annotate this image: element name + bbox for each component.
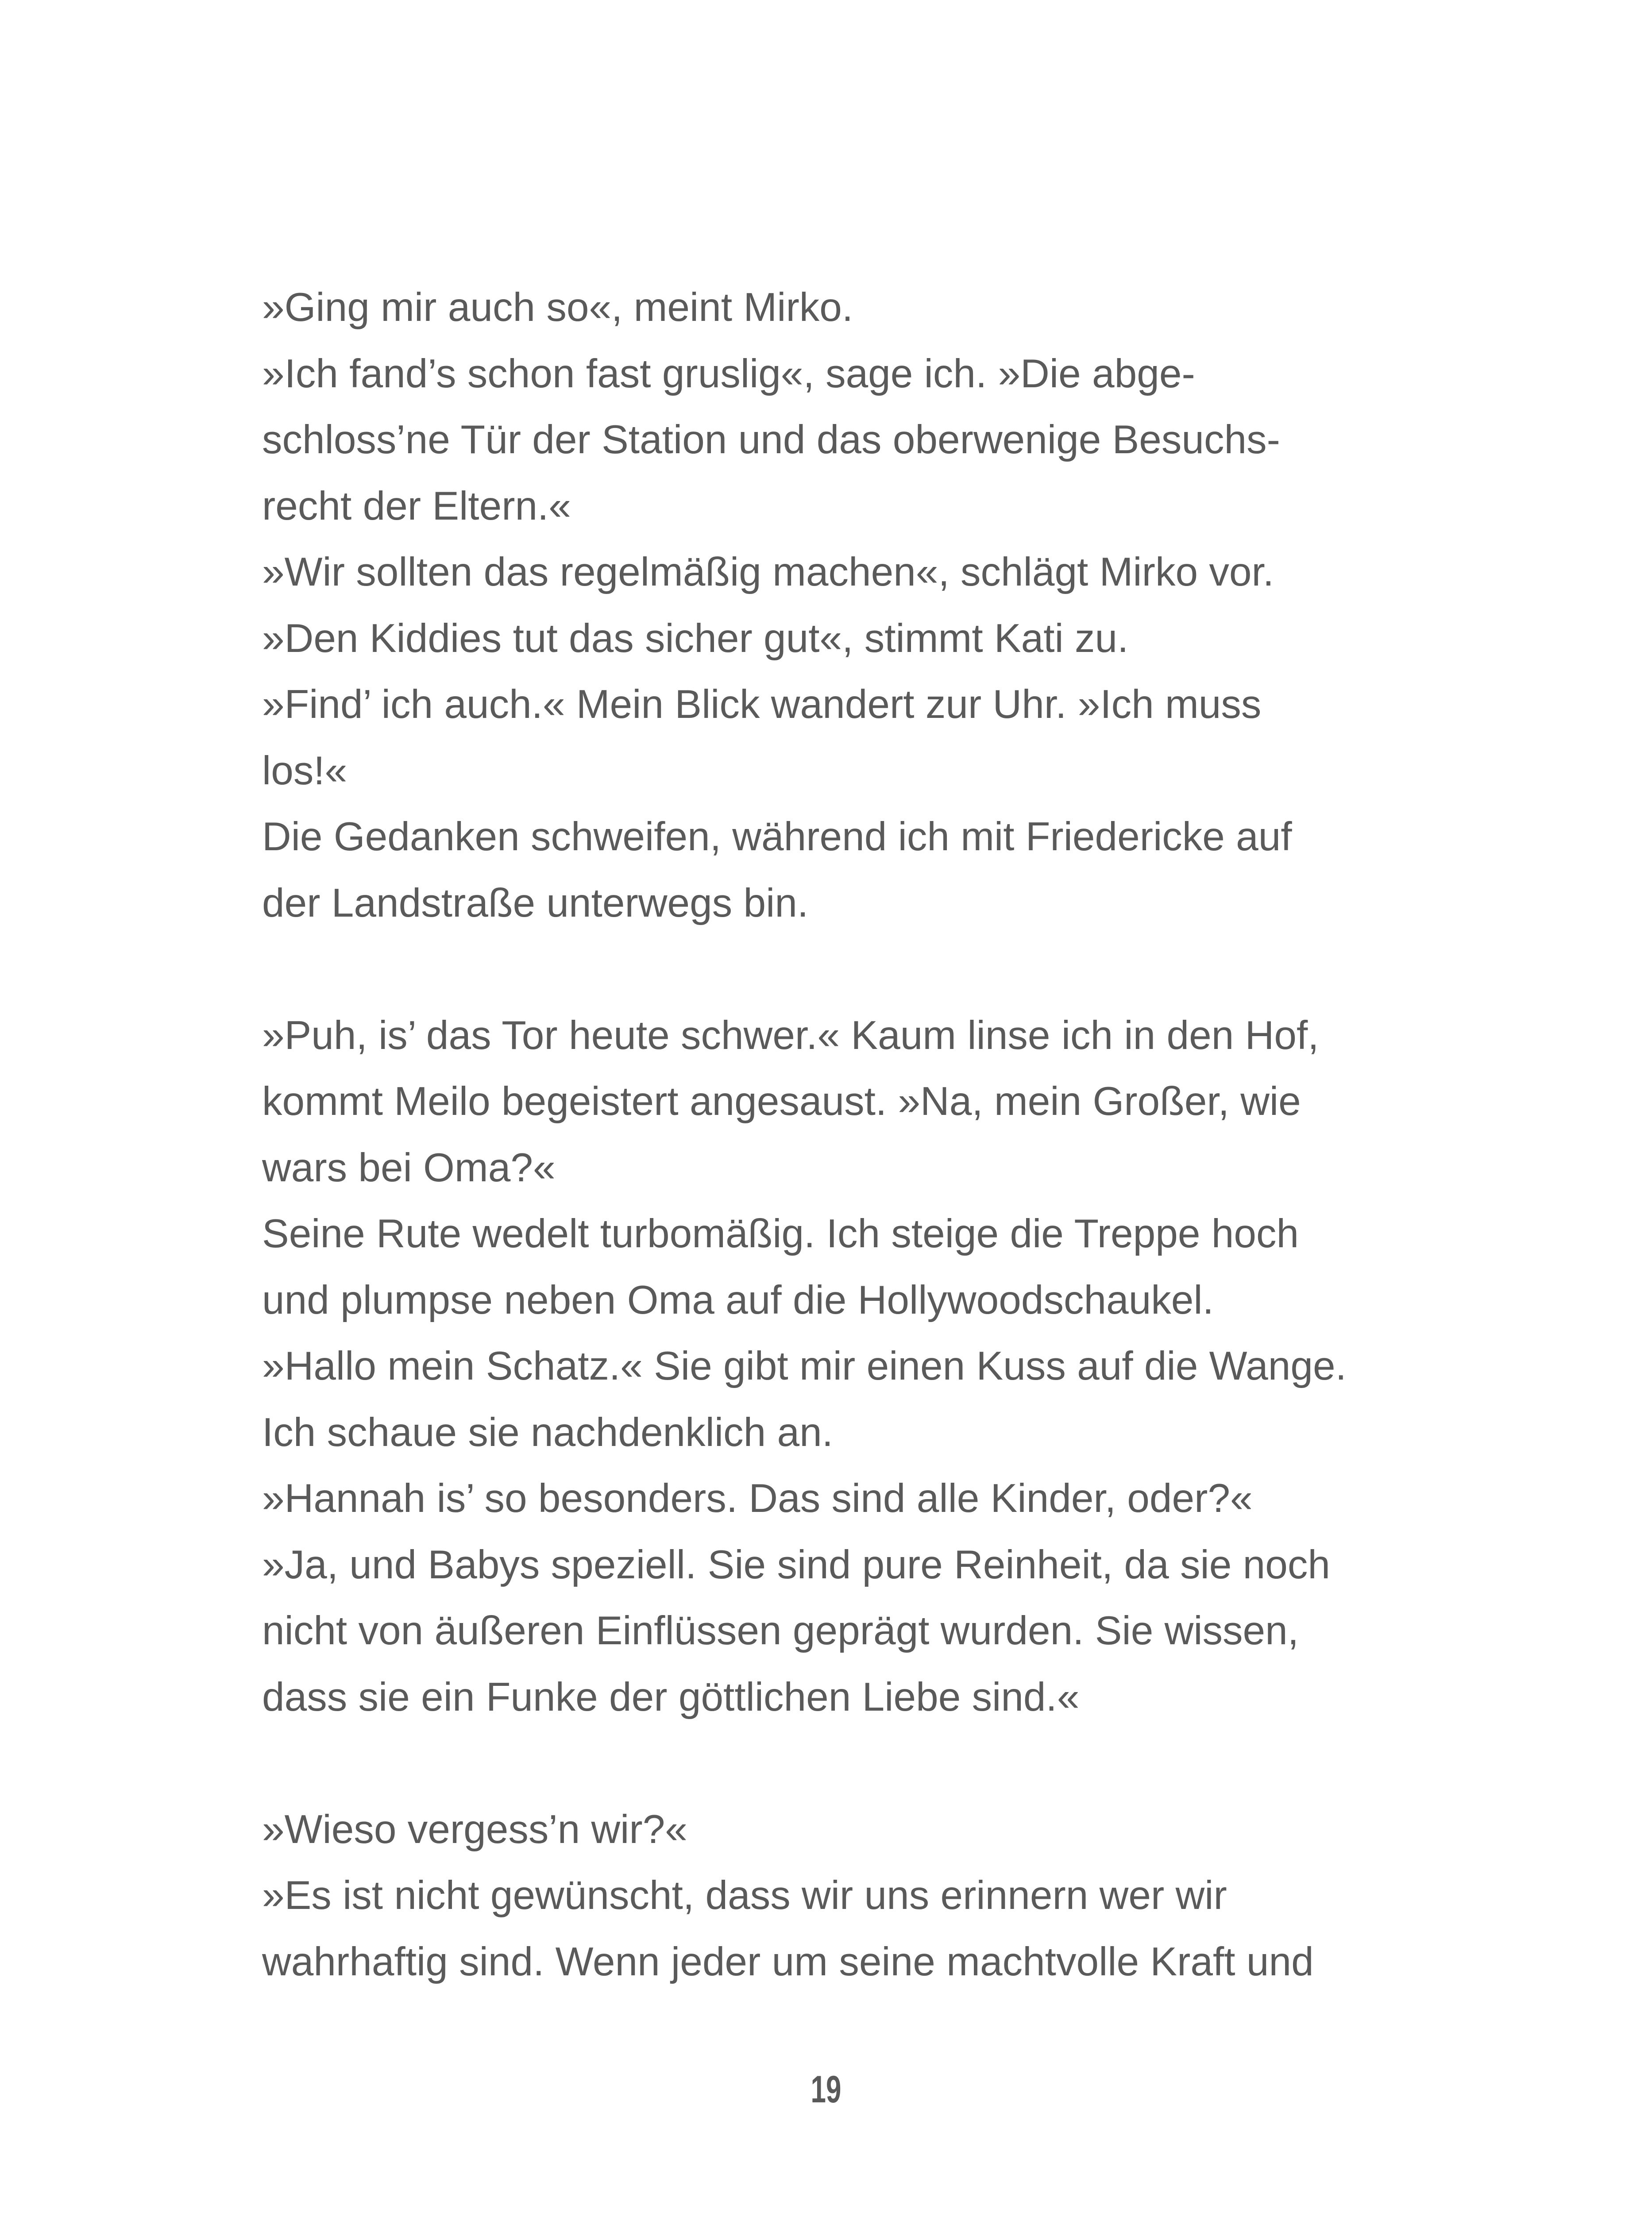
paragraph-gap [262, 936, 1413, 1002]
text-line: »Den Kiddies tut das sicher gut«, stimmt Kati zu. [262, 616, 1129, 661]
paragraph-gap [262, 1730, 1413, 1797]
text-line: »Ging mir auch so«, meint Mirko. [262, 285, 853, 330]
text-line: »Wieso vergess’n wir?« [262, 1807, 687, 1852]
text-line: wars bei Oma?« [262, 1145, 556, 1190]
text-line: nicht von äußeren Einflüssen geprägt wurden. Sie wissen, [262, 1608, 1299, 1653]
text-line: los!« [262, 748, 347, 793]
text-line: Die Gedanken schweifen, während ich mit Friedericke auf [262, 814, 1292, 859]
text-line: wahrhaftig sind. Wenn jeder um seine machtvolle Kraft und [262, 1939, 1314, 1984]
text-line: Seine Rute wedelt turbomäßig. Ich steige die Treppe hoch [262, 1211, 1299, 1256]
text-line: »Puh, is’ das Tor heute schwer.« Kaum linse ich in den Hof, [262, 1013, 1319, 1058]
text-line: Ich schaue sie nachdenklich an. [262, 1410, 833, 1455]
text-line: »Hannah is’ so besonders. Das sind alle Kinder, oder?« [262, 1476, 1253, 1521]
text-line: und plumpse neben Oma auf die Hollywoodschaukel. [262, 1277, 1214, 1322]
text-line: »Ja, und Babys speziell. Sie sind pure Reinheit, da sie noch [262, 1542, 1330, 1587]
text-line: »Ich fand’s schon fast gruslig«, sage ich. »Die abge- [262, 351, 1195, 396]
text-line: der Landstraße unterwegs bin. [262, 880, 809, 925]
text-line: dass sie ein Funke der göttlichen Liebe sind.« [262, 1674, 1080, 1720]
text-line: »Es ist nicht gewünscht, dass wir uns erinnern wer wir [262, 1873, 1227, 1918]
text-line: »Hallo mein Schatz.« Sie gibt mir einen Kuss auf die Wange. [262, 1344, 1347, 1388]
page-number: 19 [811, 2068, 841, 2111]
text-line: »Find’ ich auch.« Mein Blick wandert zur Uhr. »Ich muss [262, 682, 1262, 727]
text-line: recht der Eltern.« [262, 483, 571, 528]
text-line: »Wir sollten das regelmäßig machen«, schlägt Mirko vor. [262, 550, 1274, 594]
text-line: schloss’ne Tür der Station und das oberwenige Besuchs- [262, 417, 1280, 462]
body-text [262, 274, 1413, 1995]
text-line: kommt Meilo begeistert angesaust. »Na, mein Großer, wie [262, 1079, 1301, 1124]
